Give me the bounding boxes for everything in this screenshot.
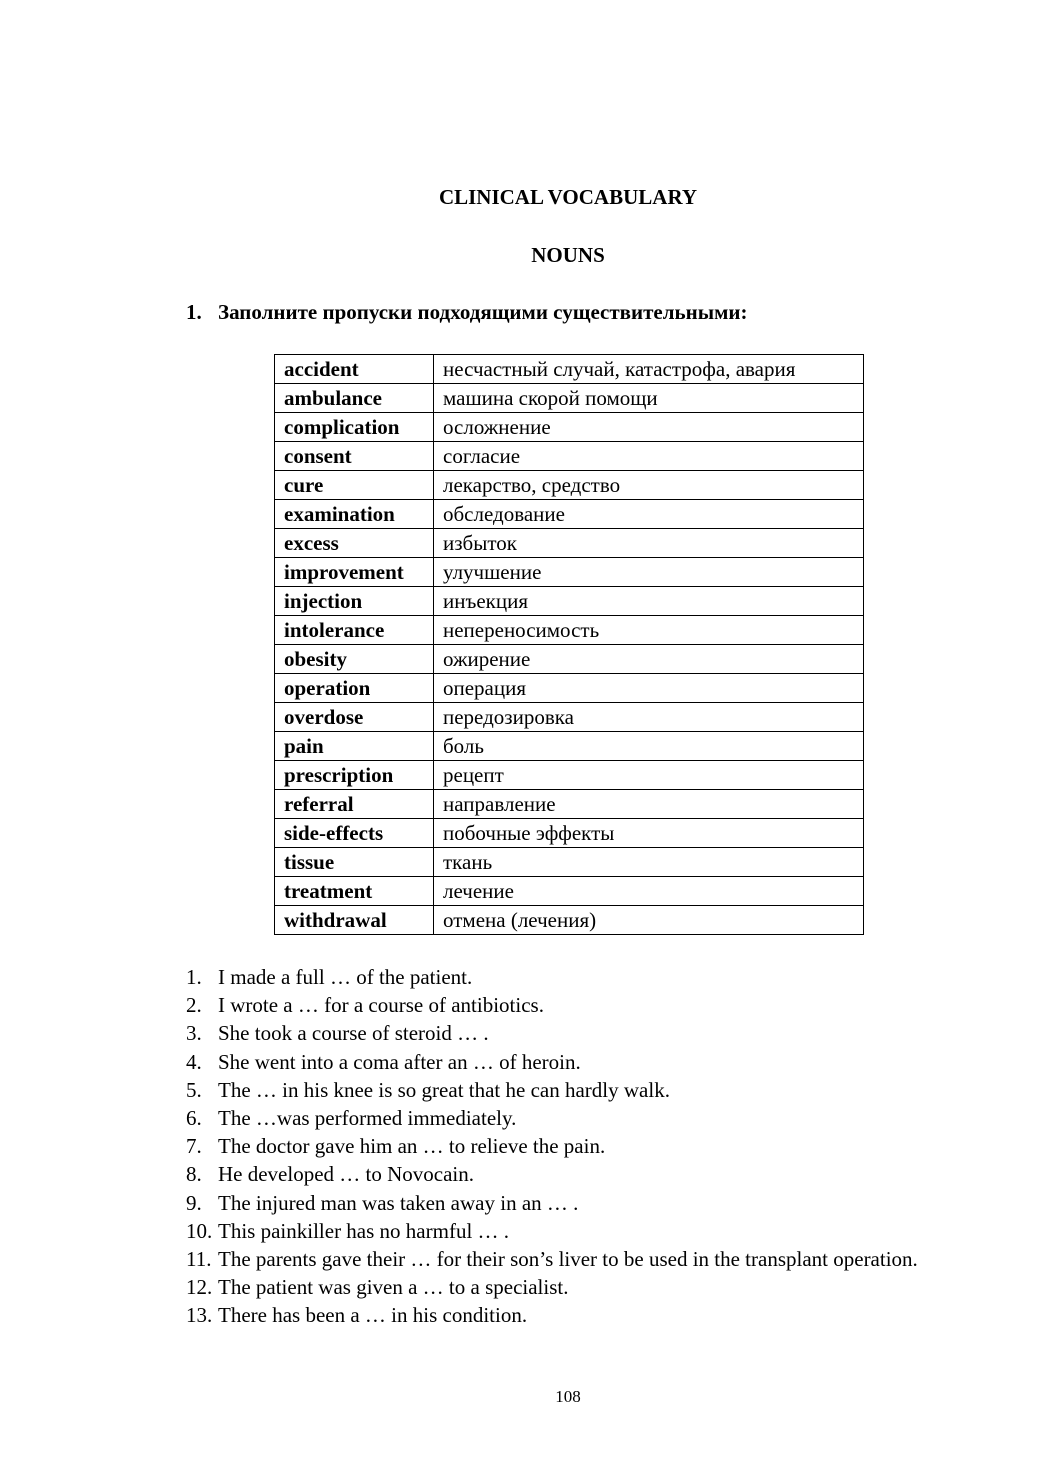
vocabulary-term: cure [275, 471, 434, 500]
vocabulary-term: withdrawal [275, 906, 434, 935]
sentence-number: 3. [186, 1021, 202, 1046]
vocabulary-row [275, 355, 864, 384]
vocabulary-term: improvement [275, 558, 434, 587]
vocabulary-term: injection [275, 587, 434, 616]
vocabulary-row [275, 529, 864, 558]
vocabulary-translation: лекарство, средство [434, 471, 864, 500]
sentence-number: 1. [186, 965, 202, 989]
vocabulary-translation: согласие [434, 442, 864, 471]
vocabulary-row [275, 703, 864, 732]
vocabulary-term: examination [275, 500, 434, 529]
vocabulary-term: accident [275, 355, 434, 384]
vocabulary-row [275, 645, 864, 674]
vocabulary-table [274, 354, 864, 935]
sentence-text: The doctor gave him an … to relieve the pain. [218, 1134, 606, 1159]
sentence-text: She took a course of steroid … . [218, 1021, 489, 1046]
vocabulary-translation: избыток [434, 529, 864, 558]
sentence-item [186, 1048, 946, 1076]
sentence-number: 13. [186, 1303, 213, 1328]
vocabulary-term: pain [275, 732, 434, 761]
vocabulary-term: treatment [275, 877, 434, 906]
vocabulary-term: prescription [275, 761, 434, 790]
sentence-text: There has been a … in his condition. [218, 1303, 528, 1328]
sentence-number: 10. [186, 1218, 213, 1243]
vocabulary-translation: операция [434, 674, 864, 703]
vocabulary-row [275, 906, 864, 935]
vocabulary-row [275, 587, 864, 616]
sentence-item [186, 1301, 946, 1329]
vocabulary-translation: побочные эффекты [434, 819, 864, 848]
vocabulary-term: intolerance [275, 616, 434, 645]
sentence-number: 5. [186, 1077, 202, 1102]
sentence-item [186, 991, 946, 1019]
vocabulary-term: excess [275, 529, 434, 558]
vocabulary-row [275, 848, 864, 877]
vocabulary-translation: непереносимость [434, 616, 864, 645]
vocabulary-row [275, 500, 864, 529]
vocabulary-row [275, 442, 864, 471]
sentence-number: 7. [186, 1134, 202, 1159]
vocabulary-translation: несчастный случай, катастрофа, авария [434, 355, 864, 384]
sentence-text: This painkiller has no harmful … . [218, 1218, 510, 1243]
vocabulary-term: complication [275, 413, 434, 442]
vocabulary-translation: улучшение [434, 558, 864, 587]
exercise-instruction [186, 297, 748, 327]
vocabulary-translation: инъекция [434, 587, 864, 616]
sentence-number: 2. [186, 993, 202, 1018]
sentence-number: 8. [186, 1162, 202, 1187]
sentence-item [186, 963, 946, 991]
vocabulary-translation: передозировка [434, 703, 864, 732]
sentence-text: The injured man was taken away in an … . [218, 1190, 579, 1215]
vocabulary-translation: отмена (лечения) [434, 906, 864, 935]
sentence-text: The patient was given a … to a specialist. [218, 1275, 569, 1300]
sentence-number: 12. [186, 1275, 213, 1300]
vocabulary-row [275, 819, 864, 848]
sentence-text: He developed … to Novocain. [218, 1162, 475, 1187]
vocabulary-translation: обследование [434, 500, 864, 529]
vocabulary-row [275, 732, 864, 761]
sentence-number: 4. [186, 1049, 202, 1074]
page-number: 108 [555, 1387, 581, 1406]
sentence-item [186, 1245, 946, 1273]
vocabulary-translation: машина скорой помощи [434, 384, 864, 413]
vocabulary-row [275, 790, 864, 819]
sentence-item [186, 1273, 946, 1301]
vocabulary-translation: осложнение [434, 413, 864, 442]
sentence-item [186, 1132, 946, 1160]
section-title: NOUNS [531, 243, 605, 267]
sentence-text: She went into a coma after an … of heroin. [218, 1049, 581, 1074]
sentence-number: 6. [186, 1106, 202, 1131]
vocabulary-term: consent [275, 442, 434, 471]
vocabulary-term: operation [275, 674, 434, 703]
vocabulary-term: obesity [275, 645, 434, 674]
sentence-item [186, 1160, 946, 1188]
sentence-item [186, 1019, 946, 1047]
sentence-number: 11. [186, 1247, 212, 1272]
vocabulary-translation: направление [434, 790, 864, 819]
vocabulary-translation: лечение [434, 877, 864, 906]
sentence-text: I made a full … of the patient. [218, 965, 473, 989]
sentence-text: The parents gave their … for their son’s liver to be used in the transplant operation. [218, 1247, 918, 1272]
vocabulary-row [275, 384, 864, 413]
sentence-text: The … in his knee is so great that he can hardly walk. [218, 1077, 670, 1102]
sentence-text: I wrote a … for a course of antibiotics. [218, 993, 544, 1018]
vocabulary-term: referral [275, 790, 434, 819]
vocabulary-term: tissue [275, 848, 434, 877]
sentence-item [186, 1217, 946, 1245]
sentence-list [186, 963, 946, 1330]
vocabulary-term: ambulance [275, 384, 434, 413]
vocabulary-term: side-effects [275, 819, 434, 848]
sentence-text: The …was performed immediately. [218, 1106, 517, 1131]
vocabulary-translation: рецепт [434, 761, 864, 790]
vocabulary-table-body [275, 355, 864, 935]
vocabulary-translation: боль [434, 732, 864, 761]
vocabulary-row [275, 558, 864, 587]
vocabulary-row [275, 413, 864, 442]
sentence-item [186, 1189, 946, 1217]
exercise-instruction-text: Заполните пропуски подходящими существительными: [218, 300, 748, 324]
vocabulary-row [275, 877, 864, 906]
vocabulary-row [275, 616, 864, 645]
page-title: CLINICAL VOCABULARY [438, 185, 698, 209]
vocabulary-translation: ткань [434, 848, 864, 877]
sentence-number: 9. [186, 1190, 202, 1215]
vocabulary-row [275, 471, 864, 500]
sentence-item [186, 1104, 946, 1132]
vocabulary-row [275, 674, 864, 703]
vocabulary-row [275, 761, 864, 790]
exercise-number: 1. [186, 300, 202, 324]
vocabulary-term: overdose [275, 703, 434, 732]
vocabulary-translation: ожирение [434, 645, 864, 674]
sentence-item [186, 1076, 946, 1104]
